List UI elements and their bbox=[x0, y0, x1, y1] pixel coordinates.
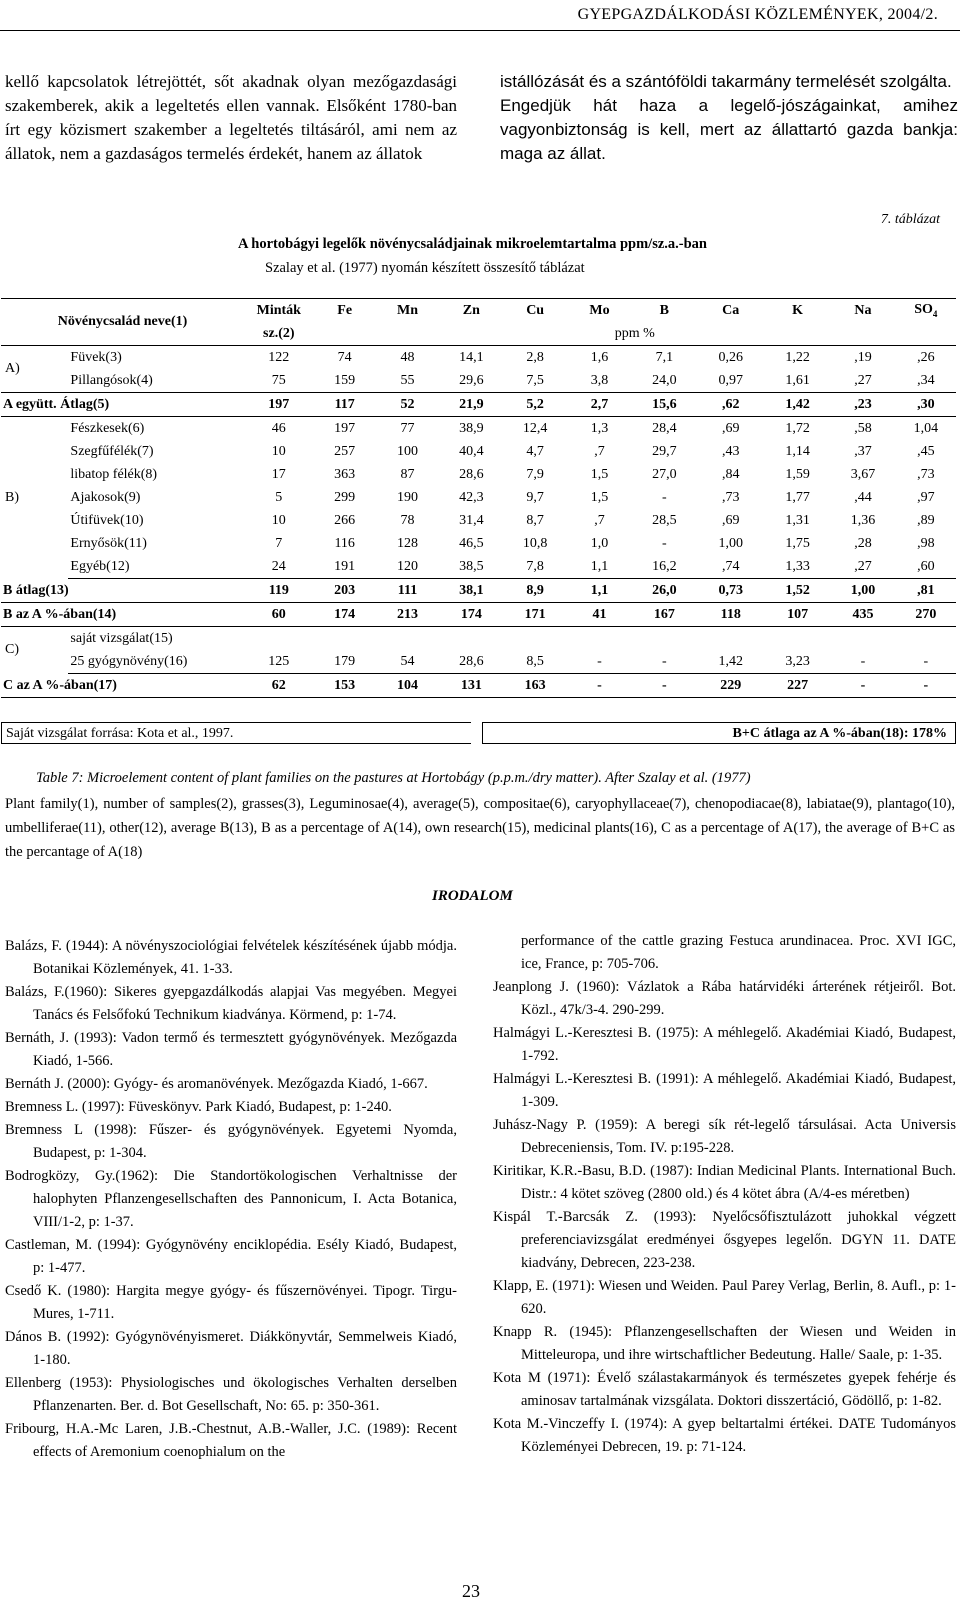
table-cell: 197 bbox=[244, 393, 313, 417]
header-family: Növénycsalád neve(1) bbox=[1, 299, 244, 346]
table-cell: 229 bbox=[697, 674, 765, 698]
table-cell: ,43 bbox=[721, 443, 740, 459]
table-cell: 15,6 bbox=[632, 393, 696, 417]
table-cell: 118 bbox=[697, 603, 765, 627]
header-unit: ppm % bbox=[314, 322, 956, 346]
table-cell: 257 bbox=[334, 443, 356, 459]
table-cell: 1,31 bbox=[785, 512, 810, 528]
table-row-b-pct bbox=[1, 603, 956, 627]
table-bc-average: B+C átlaga az A %-ában(18): 178% bbox=[482, 722, 956, 744]
table-cell: 62 bbox=[244, 674, 313, 698]
table-cell: 2,7 bbox=[567, 393, 632, 417]
table-cell: ,81 bbox=[896, 579, 956, 603]
table-cell: 179 bbox=[314, 650, 376, 674]
table-cell: 87 bbox=[400, 466, 415, 482]
table-cell: 38,5 bbox=[439, 555, 503, 579]
table-cell: 363 bbox=[334, 466, 356, 482]
table-row bbox=[1, 532, 956, 555]
table-cell: 174 bbox=[439, 603, 503, 627]
group-a-rows bbox=[1, 346, 956, 417]
header-samples-count: sz.(2) bbox=[244, 322, 313, 346]
table-cell: ,84 bbox=[721, 466, 740, 482]
table-cell: 31,4 bbox=[459, 512, 484, 528]
table-cell: 41 bbox=[567, 603, 632, 627]
table-cell: 266 bbox=[334, 512, 356, 528]
table-cell: 10,8 bbox=[522, 535, 548, 551]
group-label: C) bbox=[5, 642, 19, 658]
table-cell: 1,00 bbox=[830, 579, 895, 603]
table-cell: 1,42 bbox=[697, 650, 765, 674]
table-cell: 40,4 bbox=[459, 443, 484, 459]
row-name: B az A %-ában(14) bbox=[1, 603, 244, 627]
table-cell: 8,9 bbox=[503, 579, 566, 603]
table-cell: ,89 bbox=[917, 512, 935, 528]
table-cell: ,44 bbox=[854, 489, 872, 505]
table-row-c-pct bbox=[1, 674, 956, 698]
table-cell: 1,04 bbox=[913, 420, 939, 436]
reference-entry: Bodrogközy, Gy.(1962): Die Standortökologischen Verhaltnisse der halophyten Pflanzengesellschaften des Pannonicum, I. Acta Botanica, VIII/1-2, p: 1-37. bbox=[5, 1168, 457, 1230]
table-cell: 0,73 bbox=[697, 579, 765, 603]
table-cell: 120 bbox=[376, 555, 439, 579]
empty-cell bbox=[244, 627, 313, 651]
table-cell: 7,9 bbox=[526, 466, 544, 482]
reference-entry: Dános B. (1992): Gyógynövényismeret. Diákkönyvtár, Semmelweis Kiadó, 1-180. bbox=[5, 1329, 457, 1368]
row-name: Pillangósok(4) bbox=[68, 369, 244, 393]
table-cell: 213 bbox=[376, 603, 439, 627]
reference-entry: Kiritikar, K.R.-Basu, B.D. (1987): Indian Medicinal Plants. International Buch. Distr.: 4 kötet szöveg (2800 old.) és 4 kötet ábra (A/4-es méretben) bbox=[493, 1163, 956, 1202]
table-cell: 1,75 bbox=[785, 535, 810, 551]
reference-entry: performance of the cattle grazing Festuca arundinacea. Proc. XVI IGC, ice, France, p: 705-706. bbox=[521, 933, 956, 972]
table-cell: 435 bbox=[830, 603, 895, 627]
table-cell: 174 bbox=[314, 603, 376, 627]
table-cell: 54 bbox=[376, 650, 439, 674]
header-element-so4: $SO_4$ bbox=[896, 299, 956, 323]
table-row bbox=[1, 509, 956, 532]
table-cell: ,28 bbox=[854, 535, 872, 551]
table-cell: 163 bbox=[503, 674, 566, 698]
table-cell: 1,61 bbox=[765, 369, 830, 393]
table-cell: ,27 bbox=[830, 555, 895, 579]
reference-entry: Fribourg, H.A.-Mc Laren, J.B.-Chestnut, A.B.-Waller, J.C. (1989): Recent effects of Aremonium coenophialum on the bbox=[5, 1421, 457, 1460]
table-cell: 117 bbox=[314, 393, 376, 417]
reference-entry: Balázs, F. (1944): A növényszociológiai felvételek készítésének újabb módja. Botanikai Közlemények, 41. 1-33. bbox=[5, 938, 457, 977]
table-cell: 7,5 bbox=[503, 369, 566, 393]
table-cell: 299 bbox=[334, 489, 356, 505]
table-cell: 1,36 bbox=[850, 512, 876, 528]
references-right-column bbox=[493, 930, 956, 1459]
table-cell: ,26 bbox=[917, 349, 935, 365]
table-row bbox=[1, 369, 956, 393]
table-cell: 24,0 bbox=[632, 369, 696, 393]
group-label: A) bbox=[1, 346, 68, 393]
table-cell: 122 bbox=[268, 349, 290, 365]
table-cell: 1,00 bbox=[718, 535, 743, 551]
table-cell: 28,6 bbox=[439, 650, 503, 674]
reference-entry: Bremness L. (1997): Füveskönyv. Park Kiadó, Budapest, p: 1-240. bbox=[5, 1099, 392, 1115]
table-cell: - bbox=[632, 674, 696, 698]
table-cell: 2,8 bbox=[526, 349, 544, 365]
reference-entry: Halmágyi L.-Keresztesi B. (1991): A méhlegelő. Akadémiai Kiadó, Budapest, 1-309. bbox=[493, 1071, 956, 1110]
table-cell: ,98 bbox=[917, 535, 935, 551]
table-cell: ,97 bbox=[917, 489, 935, 505]
table-cell: 38,1 bbox=[439, 579, 503, 603]
table-cell: 28,5 bbox=[652, 512, 677, 528]
table-cell: 3,67 bbox=[850, 466, 876, 482]
table-cell: 104 bbox=[376, 674, 439, 698]
table-row bbox=[1, 486, 956, 509]
table-cell: - bbox=[896, 650, 956, 674]
table-cell: ,69 bbox=[721, 420, 740, 436]
table-cell: 55 bbox=[376, 369, 439, 393]
header-element: K bbox=[765, 299, 830, 323]
table-cell: 74 bbox=[337, 349, 352, 365]
row-name: Egyéb(12) bbox=[68, 555, 244, 579]
table-row bbox=[1, 346, 956, 370]
table-row bbox=[1, 650, 956, 674]
table-cell: 1,1 bbox=[567, 555, 632, 579]
references-left-column bbox=[5, 935, 457, 1464]
table-cell: ,19 bbox=[854, 349, 872, 365]
microelement-table bbox=[1, 298, 956, 698]
table-cell: 17 bbox=[271, 466, 286, 482]
table-cell: 21,9 bbox=[439, 393, 503, 417]
table-cell: 1,52 bbox=[765, 579, 830, 603]
reference-entry: Ellenberg (1953): Physiologisches und ökologisches Verhalten derselben Pflanzenarten. Ber. d. Bot Gesellschaft, No: 65. p: 350-361. bbox=[5, 1375, 457, 1414]
reference-entry: Kispál T.-Barcsák Z. (1993): Nyelőcsőfisztulázott juhokkal végzett preferenciavizsgálat eredményei ősgyepes legelőn. DGYN 11. DATE kiadvány, Debrecen, 223-238. bbox=[493, 1209, 956, 1271]
table-cell: 1,0 bbox=[590, 535, 609, 551]
table-cell: 1,5 bbox=[590, 466, 609, 482]
reference-entry: Bremness L (1998): Fűszer- és gyógynövények. Egyetemi Nyomda, Budapest, p: 1-304. bbox=[5, 1122, 457, 1161]
row-name: B átlag(13) bbox=[1, 579, 244, 603]
table-cell: 48 bbox=[400, 349, 415, 365]
row-name: Ajakosok(9) bbox=[70, 489, 141, 505]
table-cell: ,37 bbox=[854, 443, 872, 459]
table-cell: 5 bbox=[275, 489, 283, 505]
header-element: Mn bbox=[376, 299, 439, 323]
header-element: Cu bbox=[503, 299, 566, 323]
table-cell: ,7 bbox=[594, 443, 605, 459]
reference-entry: Csedő K. (1980): Hargita megye gyógy- és fűszernövényei. Tipogr. Tirgu-Mures, 1-711. bbox=[5, 1283, 457, 1322]
table-cell: 46,5 bbox=[459, 535, 484, 551]
table-cell: 7,1 bbox=[655, 349, 674, 365]
header-element: B bbox=[632, 299, 696, 323]
table-cell: 1,59 bbox=[785, 466, 810, 482]
table-cell: 1,42 bbox=[765, 393, 830, 417]
empty-cell bbox=[632, 627, 696, 651]
table-cell: 116 bbox=[334, 535, 355, 551]
table-cell: 46 bbox=[271, 420, 286, 436]
group-label: B) bbox=[5, 489, 19, 505]
table-row-a-average bbox=[1, 393, 956, 417]
table-cell: 52 bbox=[376, 393, 439, 417]
row-name: Útifüvek(10) bbox=[70, 512, 144, 528]
table-cell: - bbox=[567, 674, 632, 698]
row-name: Szegfűfélék(7) bbox=[70, 443, 154, 459]
header-samples: Minták bbox=[244, 299, 313, 323]
table-cell: 29,6 bbox=[439, 369, 503, 393]
row-name: libatop félék(8) bbox=[70, 466, 158, 482]
row-name: saját vizsgálat(15) bbox=[70, 630, 173, 646]
table-cell: ,58 bbox=[854, 420, 872, 436]
reference-entry: Kota M.-Vinczeffy I. (1974): A gyep beltartalmi értékei. DATE Tudományos Közleményei Debrecen, 19. p: 71-124. bbox=[493, 1416, 956, 1455]
intro-left-column: kellő kapcsolatok létrejöttét, sőt akadnak olyan mezőgazdasági szakemberek, akik a legeltetés ellen vannak. Elsőként 1780-ban írt egy közismert szakember a legeltetés tiltásáról, ami nem az állatok, nem a gazdaságos termelés érdekét, hanem az állatok bbox=[5, 72, 457, 163]
table-cell: 159 bbox=[314, 369, 376, 393]
table-cell: 42,3 bbox=[459, 489, 484, 505]
table-subtitle: Szalay et al. (1977) nyomán készített összesítő táblázat bbox=[265, 260, 585, 276]
row-name: A együtt. Átlag(5) bbox=[1, 393, 244, 417]
table-row bbox=[1, 627, 956, 651]
table-cell: 60 bbox=[244, 603, 313, 627]
row-name: C az A %-ában(17) bbox=[1, 674, 244, 698]
table-cell: 38,9 bbox=[459, 420, 484, 436]
table-cell: 191 bbox=[314, 555, 376, 579]
intro-paragraph-1: istállózását és a szántóföldi takarmány termelését szolgálta. bbox=[500, 72, 952, 91]
table-cell: 119 bbox=[244, 579, 313, 603]
table-row-b-avg bbox=[1, 579, 956, 603]
table-cell: 5,2 bbox=[503, 393, 566, 417]
table-caption-key: Plant family(1), number of samples(2), grasses(3), Leguminosae(4), average(5), compositae(6), caryophyllaceae(7), chenopodiacae(8), labiatae(9), plantago(10), umbelliferae(11), other(12), average B(13), B as a percentage of A(14), own research(15), medicinal plants(16), C as a percentage of A(17), the average of B+C as the percantage of A(18) bbox=[5, 796, 955, 860]
header-rule bbox=[0, 30, 960, 31]
table-cell: 1,5 bbox=[590, 489, 609, 505]
empty-cell bbox=[503, 627, 566, 651]
table-cell: 14,1 bbox=[459, 349, 484, 365]
table-cell: 107 bbox=[765, 603, 830, 627]
table-cell: 8,7 bbox=[526, 512, 544, 528]
table-cell: 171 bbox=[503, 603, 566, 627]
table-cell: 4,7 bbox=[526, 443, 544, 459]
table-cell: 100 bbox=[396, 443, 418, 459]
row-name: 25 gyógynövény(16) bbox=[68, 650, 244, 674]
table-cell: 24 bbox=[244, 555, 313, 579]
table-cell: 1,14 bbox=[785, 443, 810, 459]
references-heading: IRODALOM bbox=[432, 888, 513, 904]
header-element: Mo bbox=[567, 299, 632, 323]
table-label: 7. táblázat bbox=[880, 212, 940, 227]
table-cell: 227 bbox=[765, 674, 830, 698]
table-row bbox=[1, 440, 956, 463]
table-cell: 27,0 bbox=[652, 466, 677, 482]
table-cell: - bbox=[896, 674, 956, 698]
table-cell: ,30 bbox=[896, 393, 956, 417]
page-number: 23 bbox=[462, 1581, 480, 1601]
reference-entry: Castleman, M. (1994): Gyógynövény enciklopédia. Esély Kiadó, Budapest, p: 1-477. bbox=[5, 1237, 457, 1276]
table-cell: 77 bbox=[400, 420, 415, 436]
table-cell: 10 bbox=[271, 443, 286, 459]
table-cell: ,73 bbox=[917, 466, 935, 482]
table-cell: - bbox=[661, 489, 667, 505]
table-row bbox=[1, 463, 956, 486]
table-cell: 1,22 bbox=[785, 349, 810, 365]
table-cell: 203 bbox=[314, 579, 376, 603]
table-cell: 0,26 bbox=[718, 349, 743, 365]
table-cell: 28,6 bbox=[459, 466, 484, 482]
reference-entry: Kota M (1971): Évelő szálastakarmányok és természetes gyepek fehérje és aminosav tartalmának vizsgálata. Doktori disszertáció, Gödöllő, p: 1-82. bbox=[493, 1370, 956, 1409]
table-cell: - bbox=[830, 650, 895, 674]
empty-cell bbox=[830, 627, 895, 651]
table-cell: ,62 bbox=[697, 393, 765, 417]
table-cell: ,73 bbox=[721, 489, 740, 505]
table-cell: 190 bbox=[396, 489, 418, 505]
table-cell: 1,77 bbox=[785, 489, 810, 505]
table-cell: ,60 bbox=[896, 555, 956, 579]
reference-entry: Bernáth, J. (1993): Vadon termő és termesztett gyógynövények. Mezőgazda Kiadó, 1-566. bbox=[5, 1030, 457, 1069]
table-cell: 7,8 bbox=[503, 555, 566, 579]
table-cell: 131 bbox=[439, 674, 503, 698]
group-b-rows bbox=[1, 417, 956, 627]
table-cell: 111 bbox=[376, 579, 439, 603]
table-cell: 75 bbox=[244, 369, 313, 393]
table-cell: 197 bbox=[334, 420, 356, 436]
table-cell: 153 bbox=[314, 674, 376, 698]
table-cell: 1,6 bbox=[590, 349, 609, 365]
empty-cell bbox=[697, 627, 765, 651]
table-cell: 16,2 bbox=[632, 555, 696, 579]
table-cell: 0,97 bbox=[697, 369, 765, 393]
table-cell: 10 bbox=[271, 512, 286, 528]
empty-cell bbox=[567, 627, 632, 651]
intro-paragraph-2: Engedjük hát haza a legelő-jószágainkat, amihez vagyonbiztonság is kell, mert az állattartó gazda bankja: maga az állat. bbox=[500, 96, 958, 163]
table-cell: 3,8 bbox=[567, 369, 632, 393]
header-element: Ca bbox=[697, 299, 765, 323]
table-cell: 128 bbox=[396, 535, 418, 551]
table-cell: ,74 bbox=[697, 555, 765, 579]
table-cell: 125 bbox=[244, 650, 313, 674]
row-name: Ernyősök(11) bbox=[70, 535, 147, 551]
running-head: GYEPGAZDÁLKODÁSI KÖZLEMÉNYEK, 2004/2. bbox=[577, 6, 938, 23]
table-cell: - bbox=[632, 650, 696, 674]
group-c-rows bbox=[1, 627, 956, 698]
table-cell: - bbox=[830, 674, 895, 698]
table-cell: ,7 bbox=[594, 512, 605, 528]
table-caption-english: Table 7: Microelement content of plant families on the pastures at Hortobágy (p.p.m./dry matter). After Szalay et al. (1977) bbox=[36, 770, 751, 786]
row-name: Fészkesek(6) bbox=[70, 420, 145, 436]
row-name: Füvek(3) bbox=[70, 349, 122, 365]
table-cell: ,69 bbox=[721, 512, 740, 528]
empty-cell bbox=[439, 627, 503, 651]
header-row-elements bbox=[1, 299, 956, 323]
table-cell: ,45 bbox=[917, 443, 935, 459]
intro-right-column bbox=[500, 70, 958, 166]
table-source-note: Saját vizsgálat forrása: Kota et al., 1997. bbox=[1, 722, 471, 744]
table-cell: 12,4 bbox=[522, 420, 548, 436]
reference-entry: Klapp, E. (1971): Wiesen und Weiden. Paul Parey Verlag, Berlin, 8. Aufl., p: 1- 620. bbox=[493, 1278, 956, 1317]
table-cell: ,34 bbox=[896, 369, 956, 393]
table-cell: 167 bbox=[632, 603, 696, 627]
table-cell: 8,5 bbox=[503, 650, 566, 674]
empty-cell bbox=[376, 627, 439, 651]
table-cell: 9,7 bbox=[526, 489, 544, 505]
table-cell: - bbox=[567, 650, 632, 674]
reference-entry: Juhász-Nagy P. (1959): A beregi sík rét-legelő társulásai. Acta Universis Debreceniensis, Tom. IV. p:195-228. bbox=[493, 1117, 956, 1156]
table-cell: 1,72 bbox=[785, 420, 810, 436]
table-title: A hortobágyi legelők növénycsaládjainak mikroelemtartalma ppm/sz.a.-ban bbox=[238, 236, 707, 252]
table-cell: ,27 bbox=[830, 369, 895, 393]
table-cell: - bbox=[661, 535, 667, 551]
table-cell: 7 bbox=[275, 535, 283, 551]
table-cell: 78 bbox=[400, 512, 415, 528]
table-cell: 29,7 bbox=[652, 443, 677, 459]
empty-cell bbox=[765, 627, 830, 651]
empty-cell bbox=[896, 627, 956, 651]
table-row bbox=[1, 417, 956, 441]
table-cell: ,23 bbox=[830, 393, 895, 417]
reference-entry: Jeanplong J. (1960): Vázlatok a Rába határvidéki árterének rétjeiről. Bot. Közl., 47k/3-4. 290-299. bbox=[493, 979, 956, 1018]
header-element: Zn bbox=[439, 299, 503, 323]
table-cell: 26,0 bbox=[632, 579, 696, 603]
empty-cell bbox=[314, 627, 376, 651]
table-cell: 28,4 bbox=[652, 420, 677, 436]
reference-entry: Halmágyi L.-Keresztesi B. (1975): A méhlegelő. Akadémiai Kiadó, Budapest, 1-792. bbox=[493, 1025, 956, 1064]
reference-entry: Knapp R. (1945): Pflanzengesellschaften der Wiesen und Weiden in Mitteleuropa, und ihre wirtschaftlicher Bedeutung. Halle/ Saale, p: 1-35. bbox=[493, 1324, 956, 1363]
reference-entry: Bernáth J. (2000): Gyógy- és aromanövények. Mezőgazda Kiadó, 1-667. bbox=[5, 1076, 428, 1092]
header-element: Na bbox=[830, 299, 895, 323]
table-cell: 270 bbox=[896, 603, 956, 627]
table-cell: 3,23 bbox=[765, 650, 830, 674]
table-cell: 1,1 bbox=[567, 579, 632, 603]
table-cell: 1,33 bbox=[765, 555, 830, 579]
table-cell: 1,3 bbox=[590, 420, 609, 436]
header-element: Fe bbox=[314, 299, 376, 323]
reference-entry: Balázs, F.(1960): Sikeres gyepgazdálkodás alapjai Vas megyében. Megyei Tanács és Felsőfokú Technikum kiadványa. Körmend, p: 1-74. bbox=[5, 984, 457, 1023]
table-row bbox=[1, 555, 956, 579]
